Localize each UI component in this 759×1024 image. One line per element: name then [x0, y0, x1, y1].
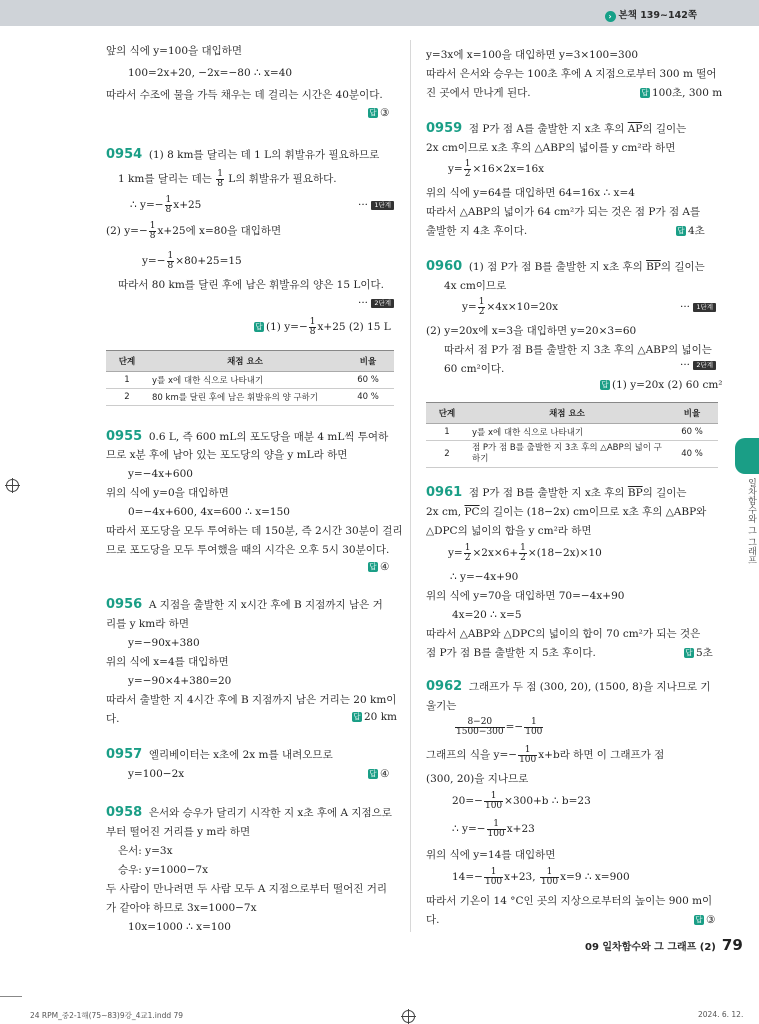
column-header: 비율 [666, 403, 718, 424]
text-line: 울기는 [426, 700, 457, 712]
text-line: 따라서 포도당을 모두 투여하는 데 150분, 즉 2시간 30분이 걸리 [106, 525, 403, 537]
text-line: 따라서 △ABP와 △DPC의 넓이의 합이 70 cm²가 되는 것은 [426, 628, 701, 640]
text: 20=− [452, 795, 483, 807]
denominator: 2 [464, 552, 471, 563]
reference-label [605, 7, 697, 22]
problem-number: 0955 [106, 429, 143, 444]
problem-0957 [106, 748, 333, 762]
equation-line: y=−90x+380 [128, 637, 200, 649]
registration-mark-icon [402, 1010, 415, 1023]
arrow-icon: › [605, 11, 616, 22]
segment: $\overline{PC}$ [464, 506, 480, 518]
equation-line: 0=−4x+600, 4x=600 ∴ x=150 [128, 506, 290, 518]
step-badge: 2단계 [371, 299, 394, 308]
answer-icon: 답 [255, 322, 263, 331]
text-line: 두 사람이 만나려면 두 사람 모두 A 지점으로부터 떨어진 거리 [106, 883, 388, 895]
table-cell: 80 km를 달린 후에 남은 휘발유의 양 구하기 [148, 389, 342, 406]
text-line: 4x cm이므로 [444, 280, 507, 292]
text-line: 위의 식에 y=0을 대입하면 [106, 487, 229, 499]
denominator: 2 [464, 168, 471, 179]
equation-line [106, 220, 281, 242]
equation-line: 10x=1000 ∴ x=100 [128, 921, 231, 933]
equation-line: y=3x에 x=100을 대입하면 y=3×100=300 [426, 49, 639, 61]
fraction [455, 718, 505, 737]
fraction [519, 544, 527, 563]
text: y= [448, 163, 463, 175]
text-line [426, 744, 664, 766]
text: 14=− [452, 871, 483, 883]
segment: $\overline{BP}$ [646, 261, 661, 273]
text-line: 2x cm이므로 x초 후의 △ABP의 넓이를 y cm²라 하면 [426, 142, 676, 154]
text: 점 P가 점 B를 출발한 지 x초 후의 [468, 487, 628, 499]
equation-line: 위의 식에 y=64를 대입하면 64=16x ∴ x=4 [426, 187, 635, 199]
answer-icon: 답 [369, 562, 377, 571]
fraction [464, 160, 472, 179]
text: x+23 [506, 823, 535, 835]
fraction [484, 792, 503, 811]
answer-line [600, 378, 723, 392]
equation-line [448, 542, 602, 564]
column-header: 단계 [106, 351, 148, 372]
text: y=− [142, 255, 166, 267]
equation-line: 100=2x+20, −2x=−80 ∴ x=40 [128, 67, 293, 79]
text: x+25 (2) 15 L [317, 321, 391, 333]
text-line: 0.6 L, 즉 600 mL의 포도당을 매분 4 mL씩 투여하 [148, 431, 389, 443]
equation-line: y=−4x+600 [128, 468, 193, 480]
table-cell: 점 P가 점 B를 출발한 지 3초 후의 △ABP의 넓이 구하기 [468, 441, 666, 468]
denominator: 100 [540, 876, 559, 887]
problem-0961 [426, 486, 687, 500]
numerator: 1 [484, 868, 503, 878]
text: ∴ y=− [452, 823, 486, 835]
problem-0958 [106, 806, 392, 820]
print-date: 2024. 6. 12. [698, 1010, 744, 1019]
numerator: 1 [524, 718, 543, 728]
text-line [426, 505, 706, 519]
table-row [106, 389, 394, 406]
column-header: 단계 [426, 403, 468, 424]
scoring-table [106, 350, 394, 406]
problem-0960 [426, 260, 705, 274]
chapter-tab [735, 438, 759, 474]
answer-text: (1) y=20x (2) 60 cm² [612, 379, 723, 391]
print-file-info: 24 RPM_중2-1해(75~83)9강_4교1.indd 79 [30, 1011, 184, 1020]
text: 1 km를 달리는 데는 [118, 173, 216, 185]
answer-text: ④ [380, 768, 390, 780]
equation-line [142, 250, 242, 272]
text-line: 은서와 승우가 달리기 시작한 지 x초 후에 A 지점으로 [148, 807, 392, 819]
text: x=9 ∴ x=900 [560, 871, 630, 883]
fraction [464, 544, 472, 563]
numerator: 1 [518, 746, 537, 756]
top-banner [0, 0, 759, 26]
text: L의 휘발유가 필요하다. [224, 173, 337, 185]
text-line: 그래프가 두 점 (300, 20), (1500, 8)을 지나므로 기 [468, 681, 711, 693]
problem-number: 0961 [426, 485, 463, 500]
answer-line [352, 710, 397, 724]
answer-line [368, 106, 389, 120]
denominator: 100 [484, 876, 503, 887]
answer-icon: 답 [369, 769, 377, 778]
table-cell: y를 x에 대한 식으로 나타내기 [468, 424, 666, 441]
text-line: 가 같아야 하므로 3x=1000−7x [106, 902, 257, 914]
text: ×(18−2x)×10 [527, 547, 602, 559]
fraction [216, 170, 224, 189]
text: (1) 점 P가 점 B를 출발한 지 x초 후의 [468, 261, 647, 273]
text: 의 길이는 [642, 123, 687, 135]
step-badge: 2단계 [693, 361, 716, 370]
problem-number: 0962 [426, 679, 463, 694]
table-cell: 60 % [666, 424, 718, 441]
problem-0962 [426, 680, 711, 694]
denominator: 2 [520, 552, 526, 563]
answer-icon: 답 [685, 648, 693, 657]
problem-0955 [106, 430, 388, 444]
answer-icon: 답 [601, 380, 609, 389]
page-footer [585, 936, 743, 954]
denominator: 8 [165, 204, 172, 215]
text: 점 P가 점 A를 출발한 지 x초 후의 [468, 123, 628, 135]
denominator: 8 [167, 260, 174, 271]
step-badge: 1단계 [693, 303, 716, 312]
text-line: 므로 포도당을 모두 투여했을 때의 시각은 오후 5시 30분이다. [106, 544, 390, 556]
text-line: △DPC의 넓이의 합을 y cm²라 하면 [426, 525, 592, 537]
table-cell: y를 x에 대한 식으로 나타내기 [148, 372, 342, 389]
equation-line [452, 818, 535, 840]
denominator: 100 [519, 754, 537, 765]
answer-icon: 답 [695, 915, 703, 924]
answer-icon: 답 [369, 108, 377, 117]
step-marker: ··· 1단계 [358, 198, 394, 212]
chapter-title: 09 일차함수와 그 그래프 (2) [585, 942, 716, 953]
equation-line: 은서: y=3x [118, 845, 173, 857]
fraction [518, 746, 537, 765]
table-row [106, 372, 394, 389]
answer-text: 5초 [696, 647, 713, 659]
denominator: 100 [525, 726, 543, 737]
answer-line [368, 560, 389, 574]
text-line: (1) 8 km를 달리는 데 1 L의 휘발유가 필요하므로 [148, 149, 380, 161]
chapter-side-label: 일차함수와 그 그래프 [746, 478, 756, 565]
registration-mark-icon [6, 479, 19, 492]
step-marker: ··· 1단계 [680, 300, 716, 314]
text-line: 위의 식에 y=14를 대입하면 [426, 849, 556, 861]
text: x+25에 x=80을 대입하면 [157, 225, 282, 237]
text: 의 길이는 [660, 261, 705, 273]
problem-0956 [106, 598, 383, 612]
numerator: 1 [487, 820, 506, 830]
answer-text: ④ [380, 561, 390, 573]
problem-0959 [426, 122, 686, 136]
answer-text: 100초, 300 m [652, 87, 723, 99]
fraction [309, 318, 317, 337]
text-line: 점 P가 점 B를 출발한 지 5초 후이다. [426, 647, 596, 659]
table-cell: 2 [426, 441, 468, 468]
numerator: 1 [478, 296, 485, 307]
text-line [118, 168, 337, 190]
answer-line [368, 767, 389, 781]
text-line: 따라서 점 P가 점 B를 출발한 지 3초 후의 △ABP의 넓이는 [444, 344, 712, 356]
equation-line: (2) y=20x에 x=3을 대입하면 y=20×3=60 [426, 325, 637, 337]
fraction [167, 252, 175, 271]
text-line: 따라서 은서와 승우는 100초 후에 A 지점으로부터 300 m 떨어 [426, 68, 717, 80]
table-row [426, 424, 718, 441]
problem-number: 0959 [426, 121, 463, 136]
table-cell: 60 % [342, 372, 394, 389]
text: ∴ y=− [130, 199, 164, 211]
text: 의 길이는 (18−2x) cm이므로 x초 후의 △ABP와 [479, 506, 707, 518]
answer-line [676, 224, 705, 238]
reference-text: 본책 139~142쪽 [618, 10, 697, 21]
answer-text: 4초 [688, 225, 705, 237]
answer-text: 20 km [364, 711, 398, 723]
answer-text: ③ [706, 914, 716, 926]
column-header: 채점 요소 [148, 351, 342, 372]
text: ×300+b ∴ b=23 [504, 795, 591, 807]
numerator: 1 [165, 194, 172, 205]
segment: $\overline{AP}$ [627, 123, 643, 135]
text: 2x cm, [426, 506, 465, 518]
text: x+25 [173, 199, 202, 211]
problem-number: 0960 [426, 259, 463, 274]
equation-line: 위의 식에 y=70을 대입하면 70=−4x+90 [426, 590, 625, 602]
text-line: 따라서 △ABP의 넓이가 64 cm²가 되는 것은 점 P가 점 A를 [426, 206, 701, 218]
table-header-row [106, 351, 394, 372]
text: 그래프의 식을 y=− [426, 749, 518, 761]
fraction [540, 868, 559, 887]
text-line: 앞의 식에 y=100을 대입하면 [106, 45, 243, 57]
numerator: 8−20 [455, 718, 505, 728]
numerator: 1 [484, 792, 503, 802]
fraction [487, 820, 506, 839]
table-cell: 1 [426, 424, 468, 441]
problem-0954 [106, 148, 379, 162]
table-cell: 40 % [666, 441, 718, 468]
numerator: 1 [464, 542, 471, 553]
text-line: 따라서 수조에 물을 가득 채우는 데 걸리는 시간은 40분이다. [106, 89, 383, 101]
text-line: 따라서 출발한 지 4시간 후에 B 지점까지 남은 거리는 20 km이 [106, 694, 397, 706]
text: x+23, [504, 871, 539, 883]
table-cell: 40 % [342, 389, 394, 406]
answer-icon: 답 [677, 226, 685, 235]
text-line: 엘리베이터는 x초에 2x m를 내려오므로 [148, 749, 333, 761]
equation-line: 4x=20 ∴ x=5 [452, 609, 522, 621]
text: (1) y=− [266, 321, 308, 333]
step-badge: 1단계 [371, 201, 394, 210]
answer-line [694, 913, 715, 927]
table-row [426, 441, 718, 468]
text: ×16×2x=16x [472, 163, 545, 175]
fraction [165, 196, 173, 215]
segment: $\overline{BP}$ [627, 487, 643, 499]
table-cell: 2 [106, 389, 148, 406]
numerator: 1 [167, 250, 174, 261]
column-header: 채점 요소 [468, 403, 666, 424]
equation-line [462, 296, 558, 318]
equation-line: 승우: y=1000−7x [118, 864, 209, 876]
answer-icon: 답 [353, 712, 361, 721]
text: ×4x×10=20x [486, 301, 559, 313]
text-line: A 지점을 출발한 지 x시간 후에 B 지점까지 남은 거 [148, 599, 383, 611]
crop-line [0, 996, 22, 997]
column-divider [410, 40, 411, 932]
text-line: (300, 20)을 지나므로 [426, 773, 529, 785]
equation-line [448, 158, 544, 180]
equation-line: y=100−2x [128, 768, 185, 780]
text-line: 다. [106, 713, 120, 725]
denominator: 1500−300 [456, 726, 504, 737]
answer-line [640, 86, 722, 100]
scoring-table [426, 402, 718, 468]
equation-line [452, 790, 591, 812]
equation-line [130, 194, 201, 216]
fraction [524, 718, 543, 737]
problem-number: 0958 [106, 805, 143, 820]
equation-line [452, 866, 630, 888]
numerator: 1 [520, 542, 526, 553]
table-cell: 1 [106, 372, 148, 389]
fraction [484, 868, 503, 887]
numerator: 1 [217, 168, 223, 179]
answer-icon: 답 [641, 88, 649, 97]
numerator: 1 [309, 316, 316, 327]
text-line: 진 곳에서 만나게 된다. [426, 87, 531, 99]
text: x+b라 하면 이 그래프가 점 [538, 749, 665, 761]
denominator: 2 [478, 306, 485, 317]
answer-line [684, 646, 713, 660]
equation-line: ∴ y=−4x+90 [450, 571, 519, 583]
denominator: 8 [217, 178, 223, 189]
text-line: 다. [426, 914, 440, 926]
text: ×80+25=15 [175, 255, 242, 267]
problem-number: 0954 [106, 147, 143, 162]
answer-text: ③ [380, 107, 390, 119]
text-line: 따라서 기온이 14 °C인 곳의 지상으로부터의 높이는 900 m이 [426, 895, 713, 907]
numerator: 1 [149, 220, 156, 231]
text-line: 므로 x분 후에 남아 있는 포도당의 양을 y mL라 하면 [106, 449, 348, 461]
text: ×2x×6+ [472, 547, 519, 559]
text: y= [462, 301, 477, 313]
step-marker: ··· 2단계 [358, 296, 394, 310]
text-line: 출발한 지 4초 후이다. [426, 225, 528, 237]
numerator: 1 [540, 868, 559, 878]
page-number: 79 [721, 936, 743, 954]
table-header-row [426, 403, 718, 424]
denominator: 100 [484, 800, 503, 811]
equation-line: y=−90×4+380=20 [128, 675, 232, 687]
text-line: 따라서 80 km를 달린 후에 남은 휘발유의 양은 15 L이다. [118, 279, 384, 291]
text: 의 길이는 [642, 487, 687, 499]
equation-line [454, 716, 544, 738]
text-line: 위의 식에 x=4를 대입하면 [106, 656, 229, 668]
column-header: 비율 [342, 351, 394, 372]
text-line: 리를 y km라 하면 [106, 618, 189, 630]
denominator: 100 [487, 828, 505, 839]
text-line: 부터 떨어진 거리를 y m라 하면 [106, 826, 251, 838]
answer-line [254, 316, 391, 338]
step-marker: ··· 2단계 [680, 358, 716, 372]
problem-number: 0957 [106, 747, 143, 762]
denominator: 8 [309, 326, 316, 337]
fraction [478, 298, 486, 317]
text-line: 60 cm²이다. [444, 363, 505, 375]
denominator: 8 [149, 230, 156, 241]
fraction [149, 222, 157, 241]
text: =− [505, 721, 524, 733]
problem-number: 0956 [106, 597, 143, 612]
text: y= [448, 547, 463, 559]
text: (2) y=− [106, 225, 148, 237]
numerator: 1 [464, 158, 471, 169]
